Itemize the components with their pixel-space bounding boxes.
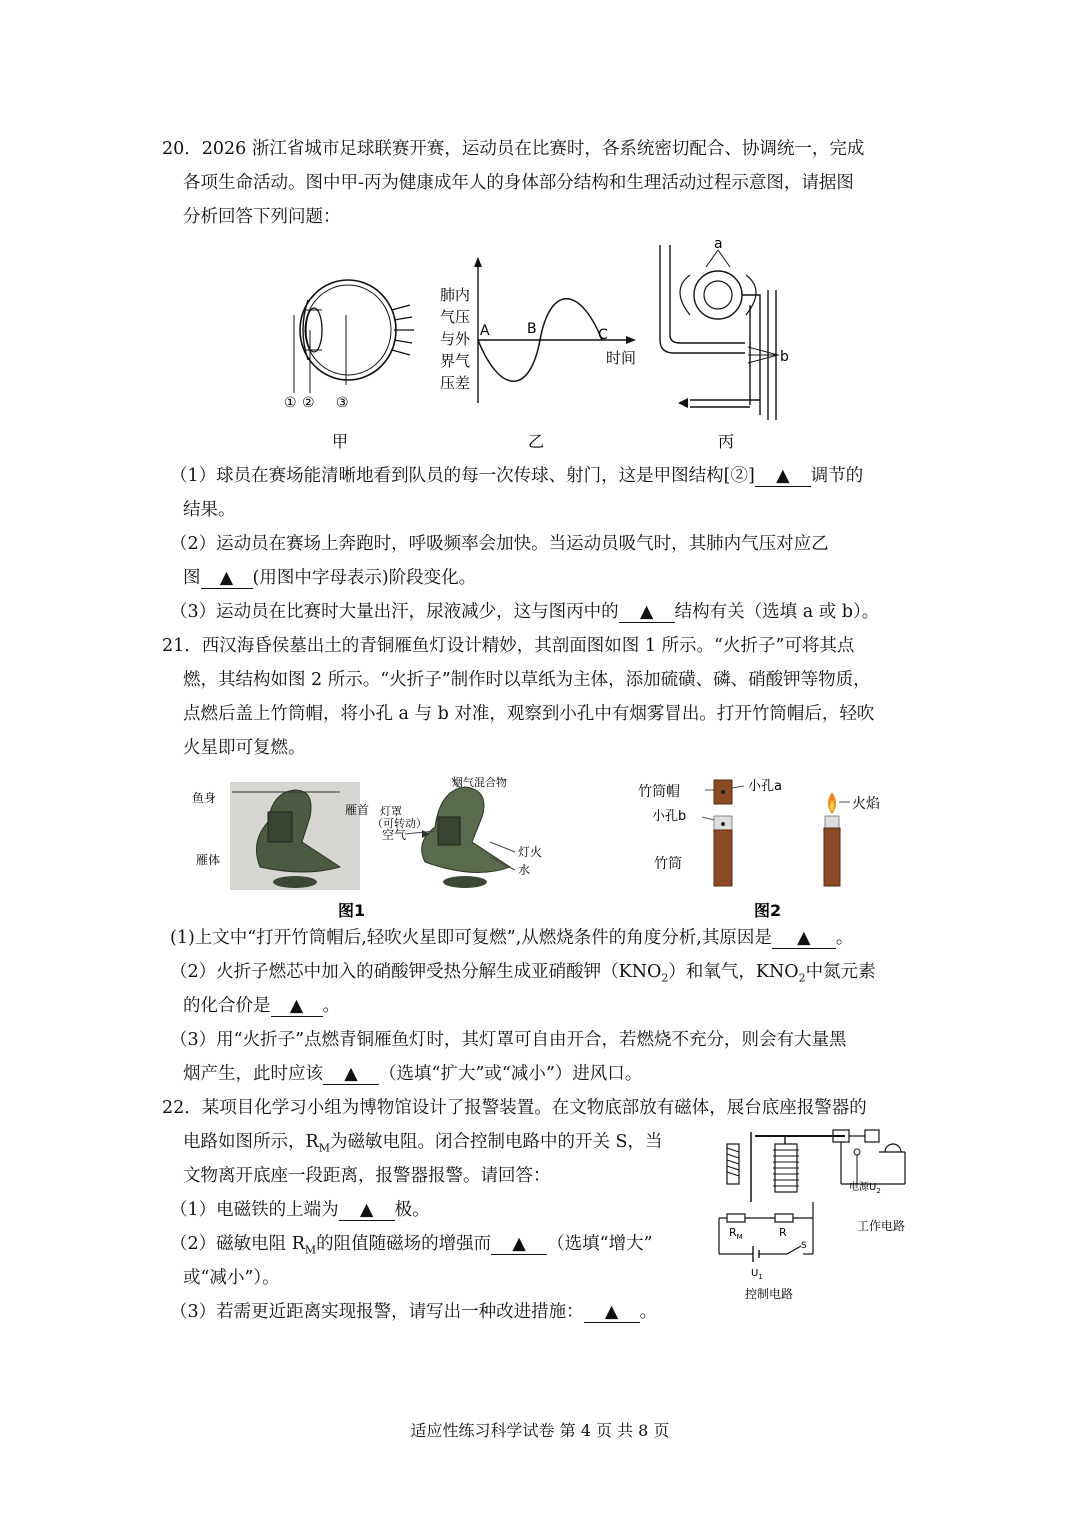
answer-blank: ▲ <box>584 1302 640 1323</box>
q20-sub1-line1 <box>170 464 863 488</box>
q22-line2-text-a: 电路如图所示，R <box>183 1132 319 1152</box>
q21-line3: 点燃后盖上竹筒帽，将小孔 a 与 b 对准，观察到小孔中有烟雾冒出。打开竹筒帽后，轻吹 <box>183 704 875 724</box>
graph-ylabel-0: 肺内 <box>440 286 471 304</box>
q20-sub2-line2 <box>183 566 476 590</box>
q21-line4: 火星即可复燃。 <box>183 738 306 758</box>
q22-line1: 22．某项目化学习小组为博物馆设计了报警装置。在文物底部放有磁体，展台底座报警器的 <box>162 1098 867 1118</box>
q22-line2-text-b: 为磁敏电阻。闭合控制电路中的开关 S，当 <box>329 1132 663 1152</box>
graph-point-b: B <box>527 321 537 337</box>
q22-line3: 文物离开底座一段距离，报警器报警。请回答： <box>183 1166 551 1186</box>
lamp-label-dengzhao: 灯罩 <box>380 805 402 818</box>
power-text: 电源U <box>849 1182 877 1193</box>
q20-sub1-text-a: （1）球员在赛场能清晰地看到队员的每一次传球、射门，这是甲图结构[②] <box>170 466 755 486</box>
rm-text: R <box>729 1226 737 1239</box>
starter-label-kong-b: 小孔b <box>652 809 687 824</box>
answer-blank: ▲ <box>491 1234 547 1255</box>
q22-line2 <box>183 1130 663 1161</box>
answer-blank: ▲ <box>619 602 675 623</box>
q21-line1: 21．西汉海昏侯墓出土的青铜雁鱼灯设计精妙，其剖面图如图 1 所示。“火折子”可将其点 <box>162 636 855 656</box>
subscript: 2 <box>661 971 669 985</box>
graph-ylabel-4: 压差 <box>440 374 471 392</box>
q21-line2: 燃，其结构如图 2 所示。“火折子”制作时以草纸为主体，添加硫磺、磷、硝酸钾等物质， <box>183 670 871 690</box>
lamp-label-yanshou: 雁首 <box>345 803 370 817</box>
q21-sub2-text-e: 。 <box>322 996 340 1016</box>
q21-sub1-text-b: 。 <box>835 928 854 948</box>
subscript: M <box>304 1243 317 1257</box>
starter-label-maozi: 竹筒帽 <box>638 784 680 800</box>
q22-sub2-line1 <box>170 1232 653 1263</box>
q21-sub1 <box>170 926 853 950</box>
lamp-label-yanti: 雁体 <box>196 853 221 867</box>
answer-blank: ▲ <box>755 466 811 487</box>
starter-label-huoyan: 火焰 <box>852 796 880 812</box>
graph-point-c: C <box>598 327 608 343</box>
graph-ylabel-1: 气压 <box>440 308 471 326</box>
q21-sub3-text-b: 烟产生，此时应该 <box>183 1064 323 1084</box>
eye-label-3: ③ <box>336 395 349 411</box>
q20-sub3-text-b: 结构有关（选填 a 或 b）。 <box>674 602 880 622</box>
q21-sub3-line2 <box>183 1062 642 1086</box>
q21-sub2-text-a: （2）火折子燃芯中加入的硝酸钾受热分解生成亚硝酸钾（KNO <box>170 962 662 982</box>
pressure-graph <box>430 255 650 455</box>
q22-sub2-line2: 或“减小”）。 <box>183 1268 280 1288</box>
q22-sub2-text-c: （选填“增大” <box>547 1234 653 1254</box>
q20-sub3-text-a: （3）运动员在比赛时大量出汗，尿液减少，这与图丙中的 <box>170 602 619 622</box>
q20-line1: 20．2026 浙江省城市足球联赛开赛，运动员在比赛时，各系统密切配合、协调统一，完成 <box>162 139 865 159</box>
q20-line2: 各项生命活动。图中甲-丙为健康成年人的身体部分结构和生理活动过程示意图，请据图 <box>183 173 854 193</box>
q22-sub2-text-a: （2）磁敏电阻 R <box>170 1234 305 1254</box>
subscript: M <box>318 1141 330 1155</box>
fig-yi-caption: 乙 <box>528 432 545 451</box>
lamp-label-yanqi: 烟气混合物 <box>452 776 507 789</box>
nephron-label-b: b <box>780 349 789 365</box>
lamp-label-shui: 水 <box>518 863 531 877</box>
circuit-switch-label: S <box>801 1241 807 1251</box>
q21-sub2-line2 <box>183 994 340 1018</box>
circuit-rm-label <box>729 1226 743 1241</box>
q20-sub2-text-b: 图 <box>183 568 201 588</box>
answer-blank: ▲ <box>772 928 836 949</box>
answer-blank: ▲ <box>323 1064 379 1085</box>
q21-sub3-text-c: （选填“扩大”或“减小”）进风口。 <box>379 1064 643 1084</box>
q21-sub2-text-d: 的化合价是 <box>183 996 271 1016</box>
lamp-label-denghuo: 灯火 <box>518 845 543 859</box>
eye-label-2: ② <box>302 395 315 411</box>
graph-ylabel-3: 界气 <box>440 352 471 370</box>
bronze-lamp-figure <box>190 772 590 922</box>
page-footer: 适应性练习科学试卷 第 4 页 共 8 页 <box>410 1421 670 1440</box>
answer-blank: ▲ <box>201 568 253 589</box>
q22-sub1-text-a: （1）电磁铁的上端为 <box>170 1200 339 1220</box>
rm-sub: M <box>736 1233 743 1241</box>
fig-jia-caption: 甲 <box>332 432 349 451</box>
eye-label-1: ① <box>284 395 297 411</box>
q20-sub1-text-b: 调节的 <box>810 466 864 486</box>
fig1-caption: 图1 <box>338 901 366 920</box>
circuit-u1-label <box>751 1268 763 1281</box>
q21-sub2-line1 <box>170 960 876 991</box>
q21-sub3-line1: （3）用“火折子”点燃青铜雁鱼灯时，其灯罩可自由开合，若燃烧不充分，则会有大量黑 <box>170 1030 847 1050</box>
lamp-label-kongqi: 空气 <box>382 828 407 842</box>
q22-sub1-text-b: 极。 <box>394 1200 430 1220</box>
fig2-caption: 图2 <box>754 901 782 920</box>
q22-sub3-text-b: 。 <box>639 1302 658 1322</box>
circuit-work-label: 工作电路 <box>857 1219 906 1233</box>
nephron-diagram <box>650 235 810 455</box>
q22-sub3-text-a: （3）若需更近距离实现报警，请写出一种改进措施： <box>170 1302 584 1322</box>
q22-sub3 <box>170 1300 657 1324</box>
alarm-circuit-diagram <box>715 1122 925 1312</box>
answer-blank: ▲ <box>271 996 323 1017</box>
fire-starter-figure <box>630 772 920 922</box>
q20-sub1-line2: 结果。 <box>183 500 236 520</box>
circuit-control-label: 控制电路 <box>745 1287 794 1301</box>
u1-text: U <box>751 1268 759 1279</box>
q21-sub2-text-c: 中氮元素 <box>805 962 876 982</box>
q22-sub2-text-b: 的阻值随磁场的增强而 <box>316 1234 492 1254</box>
q20-line3: 分析回答下列问题： <box>183 207 341 227</box>
answer-blank: ▲ <box>339 1200 395 1221</box>
graph-xlabel: 时间 <box>606 349 637 367</box>
subscript: 2 <box>798 971 806 985</box>
q21-sub2-text-b: ）和氧气，KNO <box>668 962 799 982</box>
fig-bing-caption: 丙 <box>718 432 735 451</box>
q20-sub2-line1: （2）运动员在赛场上奔跑时，呼吸频率会加快。当运动员吸气时，其肺内气压对应乙 <box>170 534 829 554</box>
eye-diagram <box>270 255 420 455</box>
q22-sub1 <box>170 1198 430 1222</box>
power-sub: 2 <box>876 1187 881 1195</box>
graph-ylabel-2: 与外 <box>440 330 471 348</box>
u1-sub: 1 <box>758 1273 763 1281</box>
circuit-r-label: R <box>779 1226 787 1239</box>
starter-label-zhutong: 竹筒 <box>654 856 682 872</box>
circuit-power-label <box>849 1180 881 1195</box>
q21-sub1-text-a: (1)上文中“打开竹筒帽后,轻吹火星即可复燃”,从燃烧条件的角度分析,其原因是 <box>170 928 772 948</box>
lamp-label-dengzhao-note: （可转动） <box>372 817 427 830</box>
q20-sub3 <box>170 600 879 624</box>
q20-sub2-text-c: (用图中字母表示)阶段变化。 <box>252 568 477 588</box>
lamp-label-yushen: 鱼身 <box>192 791 217 805</box>
starter-label-kong-a: 小孔a <box>748 779 782 794</box>
nephron-label-a: a <box>714 236 723 252</box>
graph-point-a: A <box>480 323 490 339</box>
